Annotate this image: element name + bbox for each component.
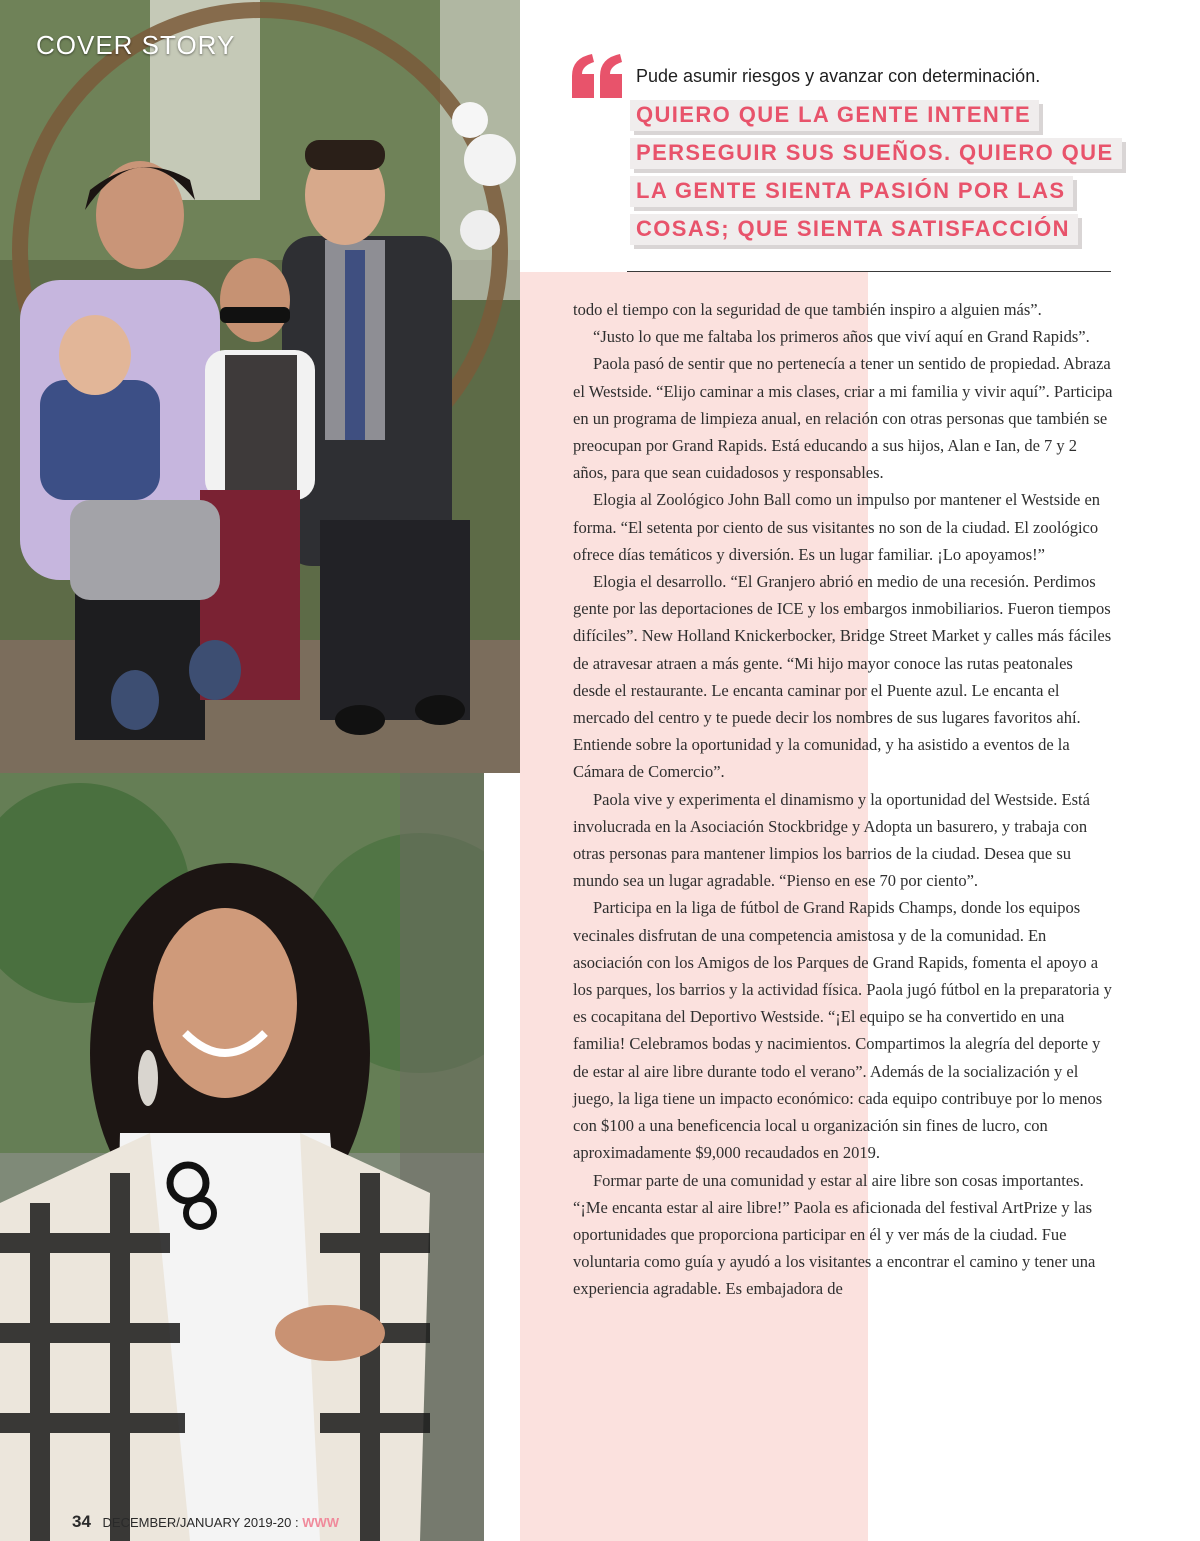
article-paragraph: Paola vive y experimenta el dinamismo y la oportunidad del Westside. Está involucrada en la Asociación Stockbridge y Adopta un basurero, y trabaja con otras personas para mantener limpios los barrios de la ciudad. Desea que su mundo sea un lugar agradable. “Pienso en ese 70 por ciento”. [573,789,1090,891]
divider-rule [627,271,1111,272]
article-paragraph: “Justo lo que me faltaba los primeros años que viví aquí en Grand Rapids”. [593,327,1090,347]
quote-mark-icon [570,54,626,98]
article-paragraph: Elogia al Zoológico John Ball como un impulso por mantener el Westside en forma. “El setenta por ciento de sus visitantes no son de la ciudad. El zoológico ofrece días temáticos y diversión. Es un lugar familiar. ¡Lo apoyamos!” [573,490,1101,564]
pull-quote-line: QUIERO QUE LA GENTE INTENTE [630,100,1039,131]
portrait-photo [0,773,484,1541]
article-paragraph: Elogia el desarrollo. “El Granjero abrió en medio de una recesión. Perdimos gente por las deportaciones de ICE y los embargos inmobiliarios. Fueron tiempos difíciles”. New Holland Knickerbocker, Bridge Street Market y calles más fáciles de atravesar atraen a más gente. “Mi hijo mayor conoce las rutas peatonales desde el restaurante. Le encanta caminar por el Puente azul. Le encanta el mercado del centro y te puede decir los nombres de sus lugares favoritos ahí. Entiende sobre la oportunidad y la comunidad, y ha asistido a eventos de la Cámara de Comercio”. [573,572,1112,782]
family-photo [0,0,520,773]
article-body [573,296,1113,1303]
magazine-brand: WWW [302,1515,340,1530]
article-paragraph: todo el tiempo con la seguridad de que también inspiro a alguien más”. [573,300,1042,319]
pull-quote-line: COSAS; QUE SIENTA SATISFACCIÓN [630,214,1078,245]
issue-date: DECEMBER/JANUARY 2019-20 : [102,1515,299,1530]
page-number: 34 [72,1512,91,1531]
article-paragraph: Formar parte de una comunidad y estar al aire libre son cosas importantes. “¡Me encanta estar al aire libre!” Paola es aficionada del festival ArtPrize y las oportunidades que proporciona participar en él y ver más de la ciudad. Fue voluntaria como guía y ayudó a los visitantes a encontrar el camino y tener una experiencia agradable. Es embajadora de [573,1170,1096,1299]
pull-quote-line: LA GENTE SIENTA PASIÓN POR LAS [630,176,1073,207]
family-photo-illustration [0,0,520,773]
article-paragraph: Paola pasó de sentir que no pertenecía a tener un sentido de propiedad. Abraza el Westside. “Elijo caminar a mis clases, criar a mi familia y vivir aquí”. Participa en un programa de limpieza anual, en relación con otras personas que también se preocupan por Grand Rapids. Está educando a sus hijos, Alan e Ian, de 7 y 2 años, para que sean cuidadosos y responsables. [573,354,1113,483]
pull-quote-line: PERSEGUIR SUS SUEÑOS. QUIERO QUE [630,138,1122,169]
portrait-photo-illustration [0,773,484,1541]
pull-quote-intro: Pude asumir riesgos y avanzar con determinación. [636,66,1041,86]
page-footer [72,1512,339,1532]
section-label: COVER STORY [36,30,236,60]
pull-quote [630,100,1130,252]
article-paragraph: Participa en la liga de fútbol de Grand Rapids Champs, donde los equipos vecinales disfrutan de una competencia amistosa y de la comunidad. En asociación con los Amigos de los Parques de Grand Rapids, fomenta el apoyo a los parques, los barrios y la actividad física. Paola jugó fútbol en la preparatoria y es cocapitana del Deportivo Westside. “¡El equipo se ha convertido en una familia! Celebramos bodas y nacimientos. Compartimos la alegría del deporte y de estar al aire libre durante todo el verano”. Además de la socialización y el juego, la liga tiene un impacto económico: cada equipo contribuye por lo menos con $100 a una beneficencia local u organización sin fines de lucro, con aproximadamente $9,000 recaudados en 2019. [573,898,1112,1163]
